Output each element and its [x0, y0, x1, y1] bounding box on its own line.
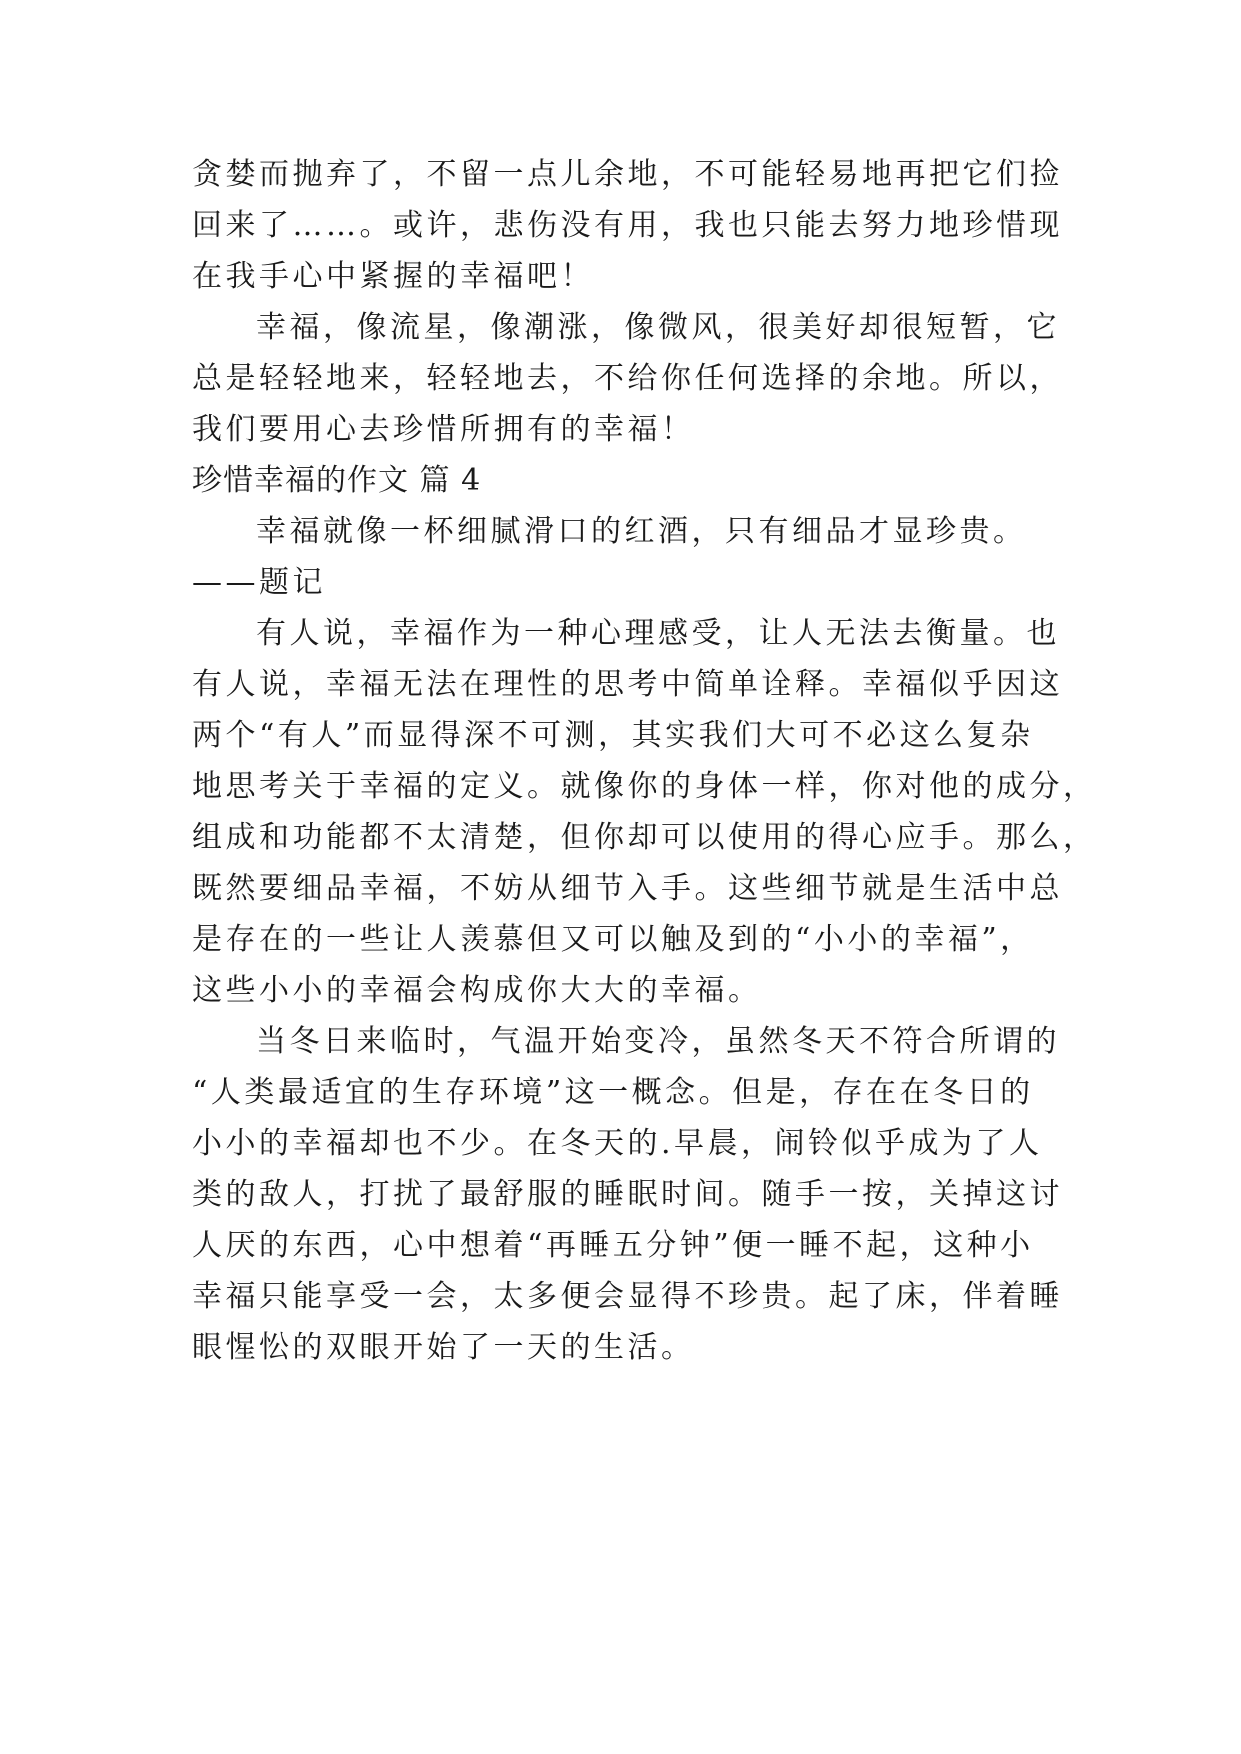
paragraph-first-line: 当冬日来临时，气温开始变冷，虽然冬天不符合所谓的	[256, 1024, 1060, 1059]
text-line: 小小的幸福却也不少。在冬天的.早晨，闹铃似乎成为了人	[192, 1126, 1043, 1161]
epigraph-attribution: ——题记	[192, 565, 326, 600]
text-line: 是存在的一些让人羡慕但又可以触及到的“小小的幸福”，	[192, 922, 1034, 957]
paragraph-first-line: 幸福，像流星，像潮涨，像微风，很美好却很短暂，它	[256, 310, 1060, 345]
text-line: 总是轻轻地来，轻轻地去，不给你任何选择的余地。所以，	[192, 361, 1063, 396]
text-line: 回来了……。或许，悲伤没有用，我也只能去努力地珍惜现	[192, 208, 1063, 243]
text-line: “人类最适宜的生存环境”这一概念。但是，存在在冬日的	[192, 1075, 1034, 1110]
text-line: 这些小小的幸福会构成你大大的幸福。	[192, 973, 762, 1008]
text-line: 我们要用心去珍惜所拥有的幸福！	[192, 412, 695, 447]
section-title: 珍惜幸福的作文 篇 4	[192, 463, 482, 498]
text-line: 地思考关于幸福的定义。就像你的身体一样，你对他的成分，	[192, 769, 1097, 804]
text-line: 有人说，幸福无法在理性的思考中简单诠释。幸福似乎因这	[192, 667, 1063, 702]
text-line: 幸福只能享受一会，太多便会显得不珍贵。起了床，伴着睡	[192, 1279, 1063, 1314]
text-line: 人厌的东西，心中想着“再睡五分钟”便一睡不起，这种小	[192, 1228, 1034, 1263]
paragraph-first-line: 有人说，幸福作为一种心理感受，让人无法去衡量。也	[256, 616, 1060, 651]
text-line: 组成和功能都不太清楚，但你却可以使用的得心应手。那么，	[192, 820, 1097, 855]
text-line: 在我手心中紧握的幸福吧！	[192, 259, 594, 294]
text-line: 眼惺忪的双眼开始了一天的生活。	[192, 1330, 695, 1365]
text-line: 贪婪而抛弃了，不留一点儿余地，不可能轻易地再把它们捡	[192, 157, 1063, 192]
text-line: 类的敌人，打扰了最舒服的睡眠时间。随手一按，关掉这讨	[192, 1177, 1063, 1212]
text-line: 既然要细品幸福，不妨从细节入手。这些细节就是生活中总	[192, 871, 1063, 906]
text-line: 两个“有人”而显得深不可测，其实我们大可不必这么复杂	[192, 718, 1034, 753]
epigraph-line: 幸福就像一杯细腻滑口的红酒，只有细品才显珍贵。	[256, 514, 1027, 549]
